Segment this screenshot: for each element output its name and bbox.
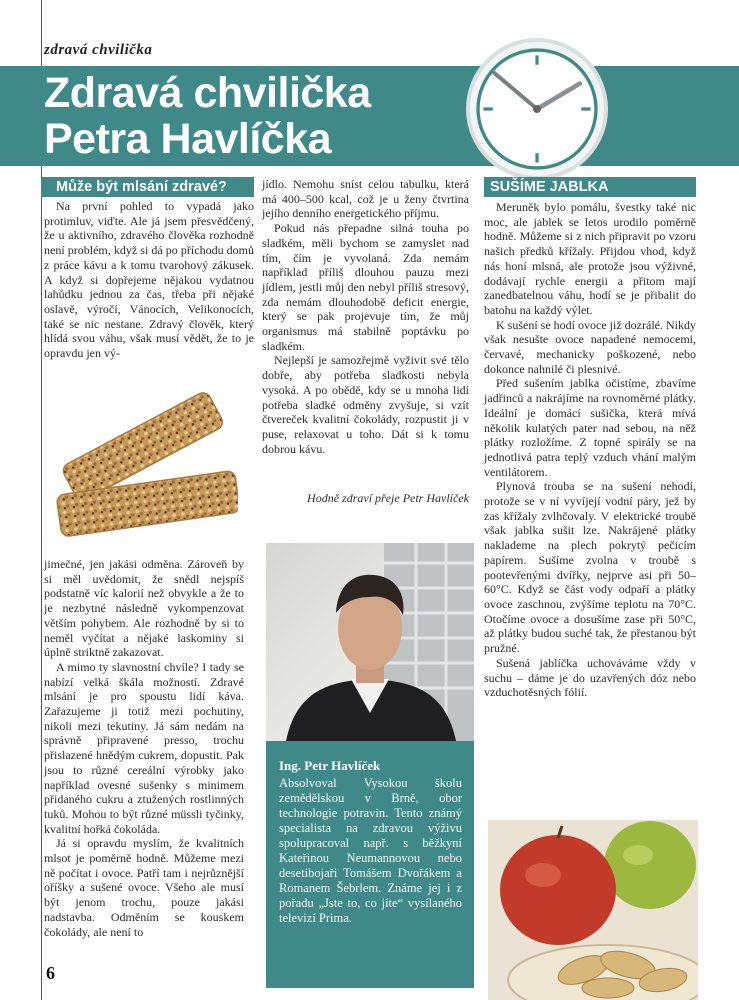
paragraph: jimečné, jen jakási odměna. Zároveň by si měl uvědomit, že snědl nejspíš podstatně víc kalorií než obvykle a že to je nezbytné následně vykompenzovat větším pohybem. Ale rozhodně by si to neměl vyčítat a nějaké laskominy si úplně striktně zakazovat. [44, 557, 244, 660]
left-column-text-top [44, 199, 254, 361]
apples-image [488, 820, 698, 1000]
author-name: Ing. Petr Havlíček [279, 758, 381, 773]
left-column-text-bottom [44, 557, 244, 939]
paragraph: Na první pohled to vypadá jako protimluv, viďte. Ale já jsem přesvědčený, že u aktivního, zdravého člověka rozhodně není problém, když si dá po příchodu domů z práce kávu a k tomu tvarohový zákusek. A když si dopřejeme nějakou vydatnou lahůdku jednou za čas, třeba při nějaké oslavě, výročí, Vánocích, Velikonocích, také se nic nestane. Zdravý člověk, který hlídá svou váhu, však musí vědět, že to je opravdu jen vý- [44, 199, 254, 361]
author-photo [266, 543, 474, 741]
page-number: 6 [46, 963, 55, 983]
paragraph: Nejlepší je samozřejmě vyživit své tělo dobře, aby potřeba sladkosti nebyla vysoká. A po obědě, kdy se u mnoha lidí potřeba sladké odměny zvyšuje, si vzít čtvereček kvalitní čokolády, rozpustit ji v puse, relaxovat u toho. Dát si k tomu dobrou kávu. [262, 353, 469, 456]
paragraph: Před sušením jablka očistíme, zbavíme jadřinců a nakrájíme na rovnoměrné plátky. Ideální je domácí sušička, která mívá několik kulatých pater nad sebou, na něž plátky rozložíme. Z topné spirály se na jednotlivá patra teplý vzduch vhání malým ventilátorem. [484, 376, 696, 479]
signature: Hodně zdraví přeje Petr Havlíček [307, 491, 469, 505]
author-bio [279, 776, 462, 926]
paragraph: A mimo ty slavnostní chvíle? I tady se nabízí velká škála možností. Zdravé mlsání je pro spoustu lidí káva. Zařazujeme ji totiž mezi pochutiny, nikoli mezi tekutiny. Já sám nedám na správně připravené presso, trochu přislazené hnědým cukrem, dopustit. Pak jsou to různé cereální výrobky jako například ovesné sušenky s minimem přidaného cukru a ztužených rostlinných tuků. Mohou to být různé müssli tyčinky, kvalitní hořká čokoláda. [44, 659, 244, 836]
title-line-2: Petra Havlíčka [44, 115, 332, 163]
paragraph: Meruněk bylo pomálu, švestky také nic moc, ale jablek se letos urodilo poměrně hodně. Můžeme si z nich připravit po vzoru našich předků křížaly. Přijdou vhod, když nás honí mlsná, ale protože jsou výživné, dodávají rychle energii a přitom mají zanedbatelnou váhu, hodí se je přibalit do batohu na každý výlet. [484, 200, 696, 317]
paragraph: Plynová trouba se na sušení nehodí, protože se v ní vyvíjejí vodní páry, jež by zas křížaly zvlhčovaly. V elektrické troubě však jablka sušit lze. Nakrájené plátky naklademe na plech pokrytý pečicím papírem. Sušíme zvolna v troubě s pootevřenými dvířky, nejprve asi při 50–60°C. Když se část vody odpaří a plátky ovoce zaschnou, zvýšíme teplotu na 70°C. Otočíme ovoce a dosušíme zase při 50°C, až plátky budou suché tak, že přestanou být pružné. [484, 479, 696, 656]
clock-icon [470, 42, 604, 176]
paragraph: K sušení se hodí ovoce již dozrálé. Nikdy však nesušte ovoce napadené nemocemi, červavé, mechanicky poškozené, nebo dokonce nahnilé či plesnivé. [484, 317, 696, 376]
middle-column-text [262, 177, 469, 456]
title-line-1: Zdravá chvilička [44, 69, 371, 117]
right-column-heading: SUŠÍME JABLKA [484, 177, 696, 197]
paragraph: Sušená jablíčka uchováváme vždy v suchu – dáme je do uzavřených dóz nebo vzduchotěsných fólií. [484, 655, 696, 700]
paragraph: Pokud nás přepadne silná touha po sladkém, měli bychom se zamyslet nad tím, čím je vyvolaná. Zda nemám například příliš dlouhou pauzu mezi jídlem, jestli můj den nebyl příliš stresový, zda nemám dlouhodobě deficit energie, který se pak projevuje tím, že můj organismus má stabilně poptávku po sladkém. [262, 221, 469, 353]
page-title [44, 70, 371, 162]
right-column-text [484, 200, 696, 700]
paragraph: jídlo. Nemohu sníst celou tabulku, která má 400–500 kcal, což je u ženy čtvrtina jejího denního energetického příjmu. [262, 177, 469, 221]
paragraph: Absolvoval Vysokou školu zemědělskou v Brně, obor technologie potravin. Tento známý specialista na zdravou výživu spolupracoval např. s běžkyní Kateřinou Neumannovou nebo desetibojaři Tomášem Dvořákem a Romanem Šebrlem. Známe jej i z pořadu „Jste to, co jíte“ vysílaného televizí Prima. [279, 776, 462, 925]
clock-illustration [466, 38, 608, 180]
paragraph: Já si opravdu myslím, že kvalitních mlsot je poměrně hodně. Můžeme mezi ně počítat i ovoce. Patří tam i nejrůznější oříšky a sušené ovoce. Všeho ale musí být jenom trochu, pouze jakási nadstavba. Odměním se kouskem čokolády, ale není to [44, 836, 244, 939]
left-column-heading: Může být mlsání zdravé? [41, 177, 254, 197]
granola-bars-image [53, 372, 238, 547]
section-label: zdravá chvilička [44, 42, 153, 58]
